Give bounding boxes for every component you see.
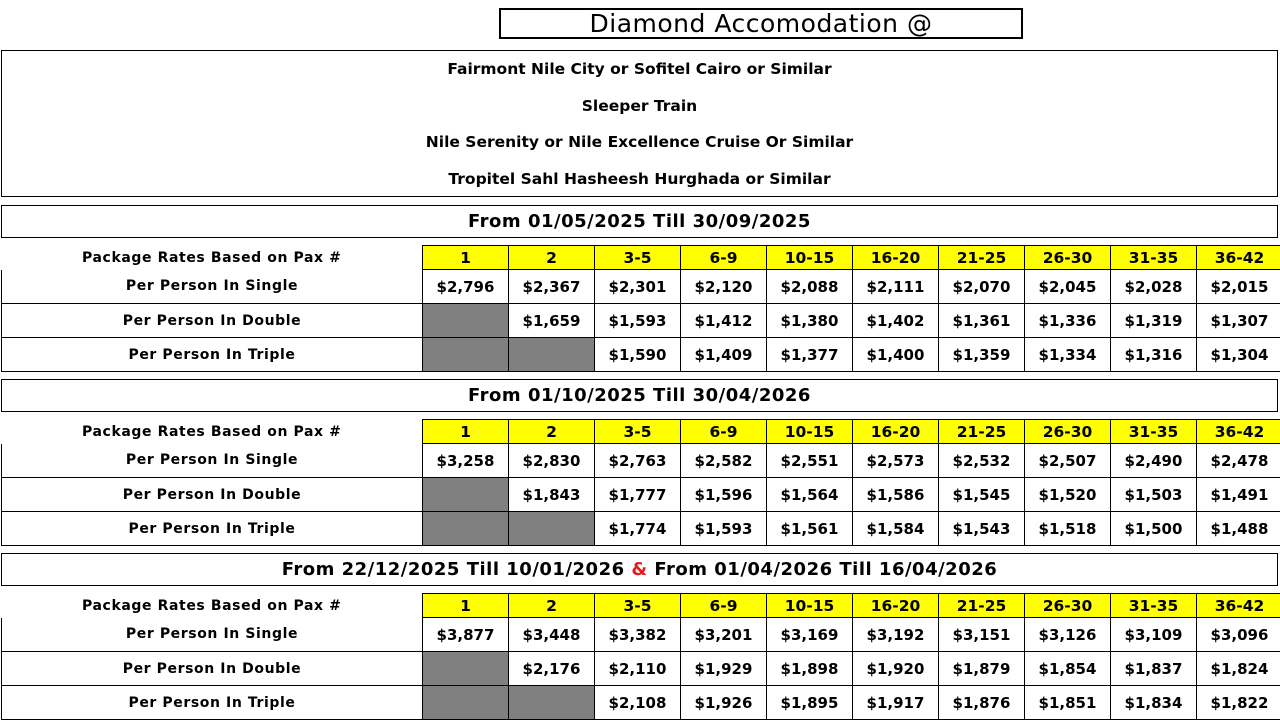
season-1-rates-table [1,245,1280,372]
season-2-period: From 01/10/2025 Till 30/04/2026 [1,379,1278,412]
hotel-cairo: Fairmont Nile City or Sofitel Cairo or Similar [447,60,832,78]
pax-2: 2 [509,594,595,618]
double-row [2,478,1280,512]
pax-3-5: 3-5 [595,246,681,270]
rate-cell: $3,258 [423,444,509,478]
unavailable-cell [423,686,509,720]
rate-cell: $1,898 [767,652,853,686]
pax-2: 2 [509,420,595,444]
season-2-rates-table [1,419,1280,546]
pax-2: 2 [509,246,595,270]
rate-cell: $2,120 [681,270,767,304]
rate-cell: $1,377 [767,338,853,372]
pax-31-35: 31-35 [1111,594,1197,618]
pax-1: 1 [423,246,509,270]
double-label: Per Person In Double [2,652,423,686]
rate-cell: $1,824 [1197,652,1280,686]
rate-cell: $2,796 [423,270,509,304]
hotels-box [1,50,1278,197]
rate-cell: $1,336 [1025,304,1111,338]
rate-cell: $2,028 [1111,270,1197,304]
unavailable-cell [509,512,595,546]
pax-36-42: 36-42 [1197,246,1280,270]
rate-cell: $2,088 [767,270,853,304]
pax-26-30: 26-30 [1025,420,1111,444]
unavailable-cell [509,686,595,720]
rate-cell: $1,837 [1111,652,1197,686]
pax-3-5: 3-5 [595,420,681,444]
rate-cell: $1,920 [853,652,939,686]
rate-cell: $2,176 [509,652,595,686]
rate-cell: $1,503 [1111,478,1197,512]
rate-cell: $1,518 [1025,512,1111,546]
rate-cell: $1,854 [1025,652,1111,686]
rate-cell: $2,830 [509,444,595,478]
rate-cell: $1,593 [595,304,681,338]
rate-cell: $2,532 [939,444,1025,478]
rate-cell: $1,659 [509,304,595,338]
season-1-period: From 01/05/2025 Till 30/09/2025 [1,205,1278,238]
pax-1: 1 [423,594,509,618]
triple-label: Per Person In Triple [2,686,423,720]
rate-cell: $2,301 [595,270,681,304]
hotel-cruise: Nile Serenity or Nile Excellence Cruise Or Similar [425,133,854,151]
rate-cell: $1,334 [1025,338,1111,372]
rate-cell: $1,593 [681,512,767,546]
page-title: Diamond Accomodation @ [499,8,1023,39]
double-label: Per Person In Double [2,478,423,512]
rate-cell: $1,917 [853,686,939,720]
unavailable-cell [423,338,509,372]
rate-cell: $1,409 [681,338,767,372]
unavailable-cell [423,304,509,338]
pax-36-42: 36-42 [1197,594,1280,618]
rate-cell: $3,877 [423,618,509,652]
rate-cell: $1,895 [767,686,853,720]
rate-cell: $1,520 [1025,478,1111,512]
unavailable-cell [423,652,509,686]
season-3-rates-table [1,593,1280,720]
rate-cell: $2,490 [1111,444,1197,478]
rate-cell: $3,192 [853,618,939,652]
rate-cell: $3,151 [939,618,1025,652]
rate-cell: $1,564 [767,478,853,512]
rate-cell: $2,108 [595,686,681,720]
season-3-period [1,553,1278,586]
rate-cell: $1,402 [853,304,939,338]
season-1-header-row [2,246,1280,270]
rate-cell: $1,307 [1197,304,1280,338]
single-row [2,618,1280,652]
pax-26-30: 26-30 [1025,594,1111,618]
rate-cell: $2,070 [939,270,1025,304]
rate-cell: $1,596 [681,478,767,512]
pax-31-35: 31-35 [1111,420,1197,444]
pax-16-20: 16-20 [853,246,939,270]
double-label: Per Person In Double [2,304,423,338]
rate-cell: $3,201 [681,618,767,652]
single-row [2,270,1280,304]
header-label: Package Rates Based on Pax # [82,423,342,440]
rate-cell: $1,590 [595,338,681,372]
rate-cell: $1,834 [1111,686,1197,720]
pax-1: 1 [423,420,509,444]
season-3-header-row [2,594,1280,618]
rate-cell: $1,380 [767,304,853,338]
triple-label: Per Person In Triple [2,338,423,372]
rate-cell: $1,876 [939,686,1025,720]
rate-cell: $2,551 [767,444,853,478]
rate-cell: $1,822 [1197,686,1280,720]
double-row [2,652,1280,686]
rate-cell: $1,851 [1025,686,1111,720]
pax-6-9: 6-9 [681,594,767,618]
pax-21-25: 21-25 [939,246,1025,270]
double-row [2,304,1280,338]
rate-cell: $1,359 [939,338,1025,372]
season-3-period-part2: From 01/04/2026 Till 16/04/2026 [647,559,998,580]
hotel-train: Sleeper Train [581,97,698,115]
rate-cell: $2,110 [595,652,681,686]
pax-21-25: 21-25 [939,420,1025,444]
rate-cell: $2,015 [1197,270,1280,304]
pax-16-20: 16-20 [853,420,939,444]
rate-cell: $1,561 [767,512,853,546]
pax-10-15: 10-15 [767,420,853,444]
pax-10-15: 10-15 [767,246,853,270]
rate-cell: $2,763 [595,444,681,478]
pax-10-15: 10-15 [767,594,853,618]
unavailable-cell [423,478,509,512]
rate-cell: $1,545 [939,478,1025,512]
pax-21-25: 21-25 [939,594,1025,618]
rate-cell: $1,500 [1111,512,1197,546]
rate-cell: $3,448 [509,618,595,652]
pax-6-9: 6-9 [681,246,767,270]
season-3-period-part1: From 22/12/2025 Till 10/01/2026 [281,559,632,580]
season-2-header-row [2,420,1280,444]
header-label: Package Rates Based on Pax # [82,249,342,266]
pax-26-30: 26-30 [1025,246,1111,270]
rate-cell: $2,582 [681,444,767,478]
rate-cell: $2,478 [1197,444,1280,478]
triple-row [2,686,1280,720]
rate-cell: $1,488 [1197,512,1280,546]
triple-row [2,338,1280,372]
rate-cell: $1,361 [939,304,1025,338]
rate-cell: $1,777 [595,478,681,512]
rate-cell: $1,491 [1197,478,1280,512]
rate-cell: $2,111 [853,270,939,304]
pax-3-5: 3-5 [595,594,681,618]
hotel-hurghada: Tropitel Sahl Hasheesh Hurghada or Similar [448,170,831,188]
pax-6-9: 6-9 [681,420,767,444]
pax-16-20: 16-20 [853,594,939,618]
rate-cell: $3,096 [1197,618,1280,652]
header-label: Package Rates Based on Pax # [82,597,342,614]
triple-label: Per Person In Triple [2,512,423,546]
unavailable-cell [423,512,509,546]
single-label: Per Person In Single [2,444,423,478]
rate-cell: $2,507 [1025,444,1111,478]
rate-cell: $1,316 [1111,338,1197,372]
rate-cell: $2,367 [509,270,595,304]
triple-row [2,512,1280,546]
rate-cell: $3,126 [1025,618,1111,652]
rate-cell: $1,412 [681,304,767,338]
rate-cell: $1,879 [939,652,1025,686]
rate-cell: $3,169 [767,618,853,652]
rate-cell: $1,584 [853,512,939,546]
pax-36-42: 36-42 [1197,420,1280,444]
rate-cell: $1,400 [853,338,939,372]
rate-cell: $1,929 [681,652,767,686]
rate-cell: $1,304 [1197,338,1280,372]
rate-cell: $2,045 [1025,270,1111,304]
rate-cell: $1,774 [595,512,681,546]
single-row [2,444,1280,478]
rate-cell: $1,543 [939,512,1025,546]
rate-cell: $1,586 [853,478,939,512]
ampersand: & [631,559,648,580]
rate-cell: $1,319 [1111,304,1197,338]
rate-cell: $1,843 [509,478,595,512]
rate-cell: $3,382 [595,618,681,652]
rate-cell: $2,573 [853,444,939,478]
single-label: Per Person In Single [2,618,423,652]
rate-cell: $1,926 [681,686,767,720]
single-label: Per Person In Single [2,270,423,304]
pax-31-35: 31-35 [1111,246,1197,270]
unavailable-cell [509,338,595,372]
rate-cell: $3,109 [1111,618,1197,652]
